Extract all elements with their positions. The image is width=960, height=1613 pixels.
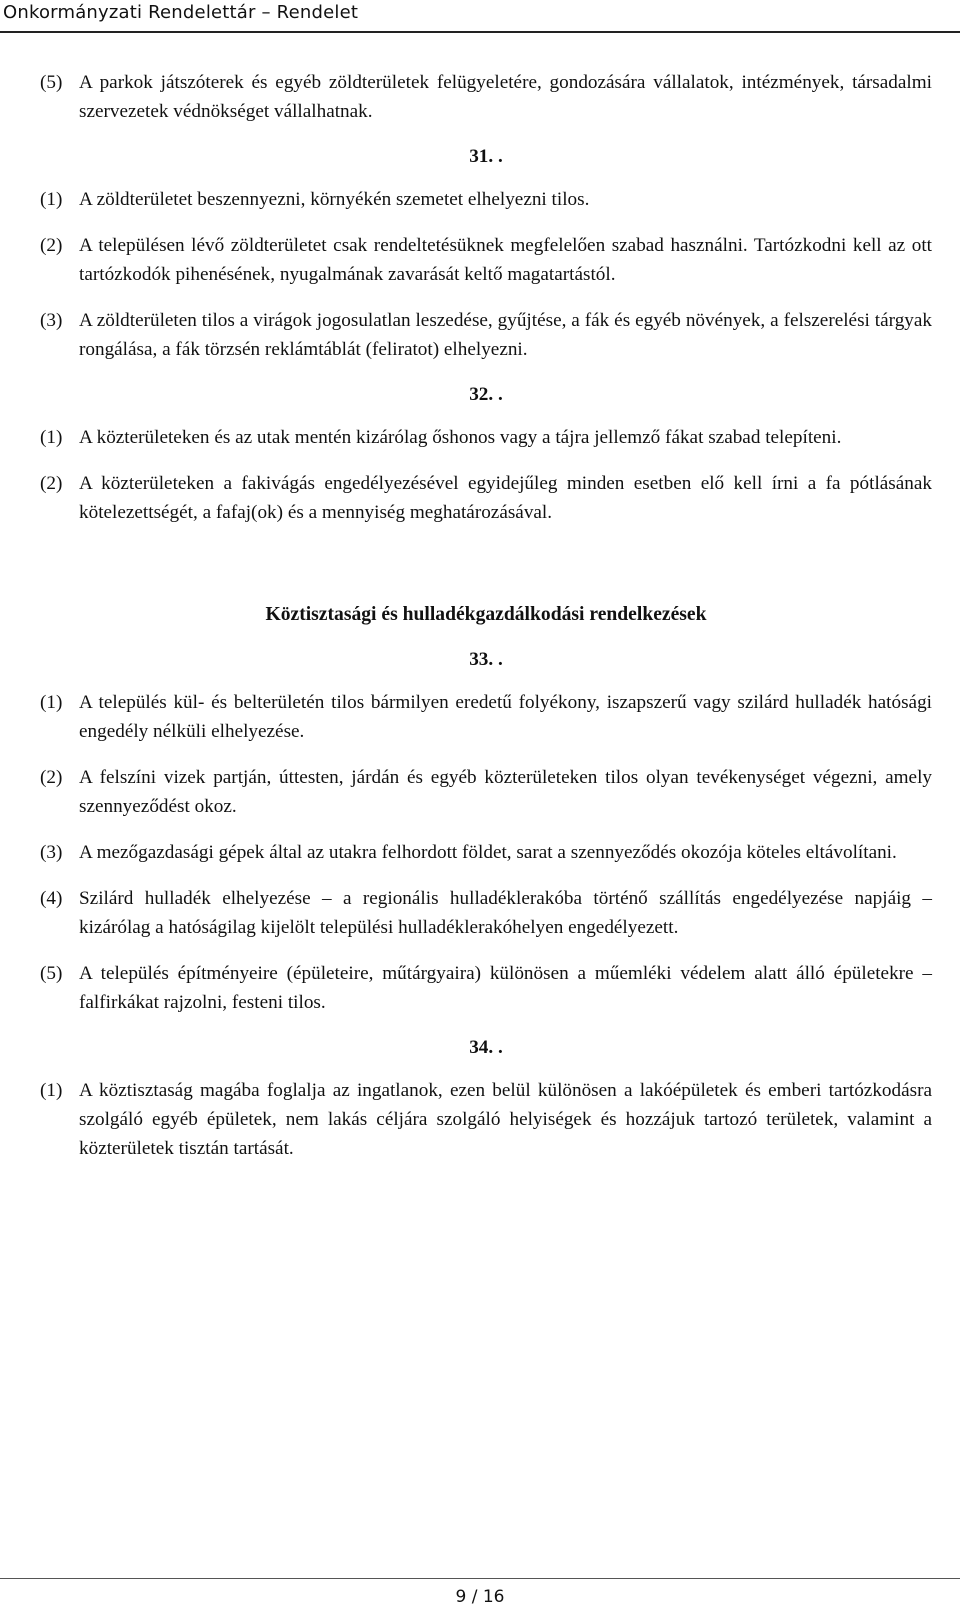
paragraph-text: A mezőgazdasági gépek által az utakra felhordott földet, sarat a szennyeződés okozója köteles eltávolítani. (79, 842, 897, 863)
document-title: Onkormányzati Rendelettár – Rendelet (3, 2, 359, 23)
paragraph-31-2 (40, 231, 932, 289)
paragraph-number: (3) (40, 842, 63, 863)
paragraph-text: A településen lévő zöldterületet csak rendeltetésüknek megfelelően szabad használni. Tartózkodni kell az ott tartózkodók pihenésének, nyugalmának zavarását keltő magatartástól. (79, 235, 932, 285)
paragraph-number: (1) (40, 189, 63, 210)
paragraph-number: (2) (40, 235, 63, 256)
paragraph-33-5 (40, 959, 932, 1017)
paragraph-text: A település építményeire (épületeire, műtárgyaira) különösen a műemléki védelem alatt álló épületekre – falfirkákat rajzolni, festeni tilos. (79, 963, 932, 1013)
paragraph-text: A közterületeken és az utak mentén kizárólag őshonos vagy a tájra jellemző fákat szabad telepíteni. (79, 427, 842, 448)
paragraph-text: Szilárd hulladék elhelyezése – a regionális hulladéklerakóba történő szállítás engedélyezése napjáig – kizárólag a hatóságilag kijelölt települési hulladéklerakóhelyen engedélyezett. (79, 888, 932, 938)
document-body (40, 68, 932, 1163)
paragraph-number: (5) (40, 963, 63, 984)
paragraph-number: (1) (40, 1080, 63, 1101)
paragraph-number: (4) (40, 888, 63, 909)
paragraph-33-4 (40, 884, 932, 942)
page-footer (0, 1578, 960, 1613)
chapter-heading: Köztisztasági és hulladékgazdálkodási rendelkezések (265, 604, 707, 625)
paragraph-number: (5) (40, 72, 63, 93)
paragraph-text: A zöldterületen tilos a virágok jogosulatlan leszedése, gyűjtése, a fák és egyéb növények, a felszerelési tárgyak rongálása, a fák törzsén reklámtáblát (feliratot) elhelyezni. (79, 310, 932, 360)
paragraph-33-2 (40, 763, 932, 821)
paragraph-text: A köztisztaság magába foglalja az ingatlanok, ezen belül különösen a lakóépületek és emberi tartózkodásra szolgáló egyéb épületek, nem lakás céljára szolgáló helyiségek és hozzájuk tartozó területek, valamint a közterületek tisztán tartását. (79, 1080, 932, 1159)
paragraph-text: A közterületeken a fakivágás engedélyezésével egyidejűleg minden esetben elő kell írni a fa pótlásának kötelezettségét, a fafaj(ok) és a mennyiség meghatározásával. (79, 473, 932, 523)
paragraph-text: A település kül- és belterületén tilos bármilyen eredetű folyékony, iszapszerű vagy szilárd hulladék hatósági engedély nélküli elhelyezése. (79, 692, 932, 742)
paragraph-31-3 (40, 306, 932, 364)
paragraph-text: A parkok játszóterek és egyéb zöldterületek felügyeletére, gondozására vállalatok, intézmények, társadalmi szervezetek védnökséget vállalhatnak. (79, 72, 932, 122)
paragraph-32-2 (40, 469, 932, 527)
page-number: 9 / 16 (455, 1587, 505, 1607)
paragraph-31-1 (40, 185, 932, 214)
paragraph-number: (1) (40, 427, 63, 448)
paragraph-31-5 (40, 68, 932, 126)
paragraph-number: (3) (40, 310, 63, 331)
paragraph-number: (2) (40, 767, 63, 788)
section-heading-34: 34. . (469, 1037, 503, 1058)
paragraph-number: (2) (40, 473, 63, 494)
paragraph-32-1 (40, 423, 932, 452)
paragraph-34-1 (40, 1076, 932, 1163)
section-heading-32: 32. . (469, 384, 503, 405)
paragraph-text: A zöldterületet beszennyezni, környékén szemetet elhelyezni tilos. (79, 189, 590, 210)
page-header (0, 0, 960, 33)
paragraph-33-1 (40, 688, 932, 746)
section-heading-33: 33. . (469, 649, 503, 670)
paragraph-number: (1) (40, 692, 63, 713)
paragraph-33-3 (40, 838, 932, 867)
paragraph-text: A felszíni vizek partján, úttesten, járdán és egyéb közterületeken tilos olyan tevékenységet végezni, amely szennyeződést okoz. (79, 767, 932, 817)
footer-divider (0, 1578, 960, 1579)
section-heading-31: 31. . (469, 146, 503, 167)
